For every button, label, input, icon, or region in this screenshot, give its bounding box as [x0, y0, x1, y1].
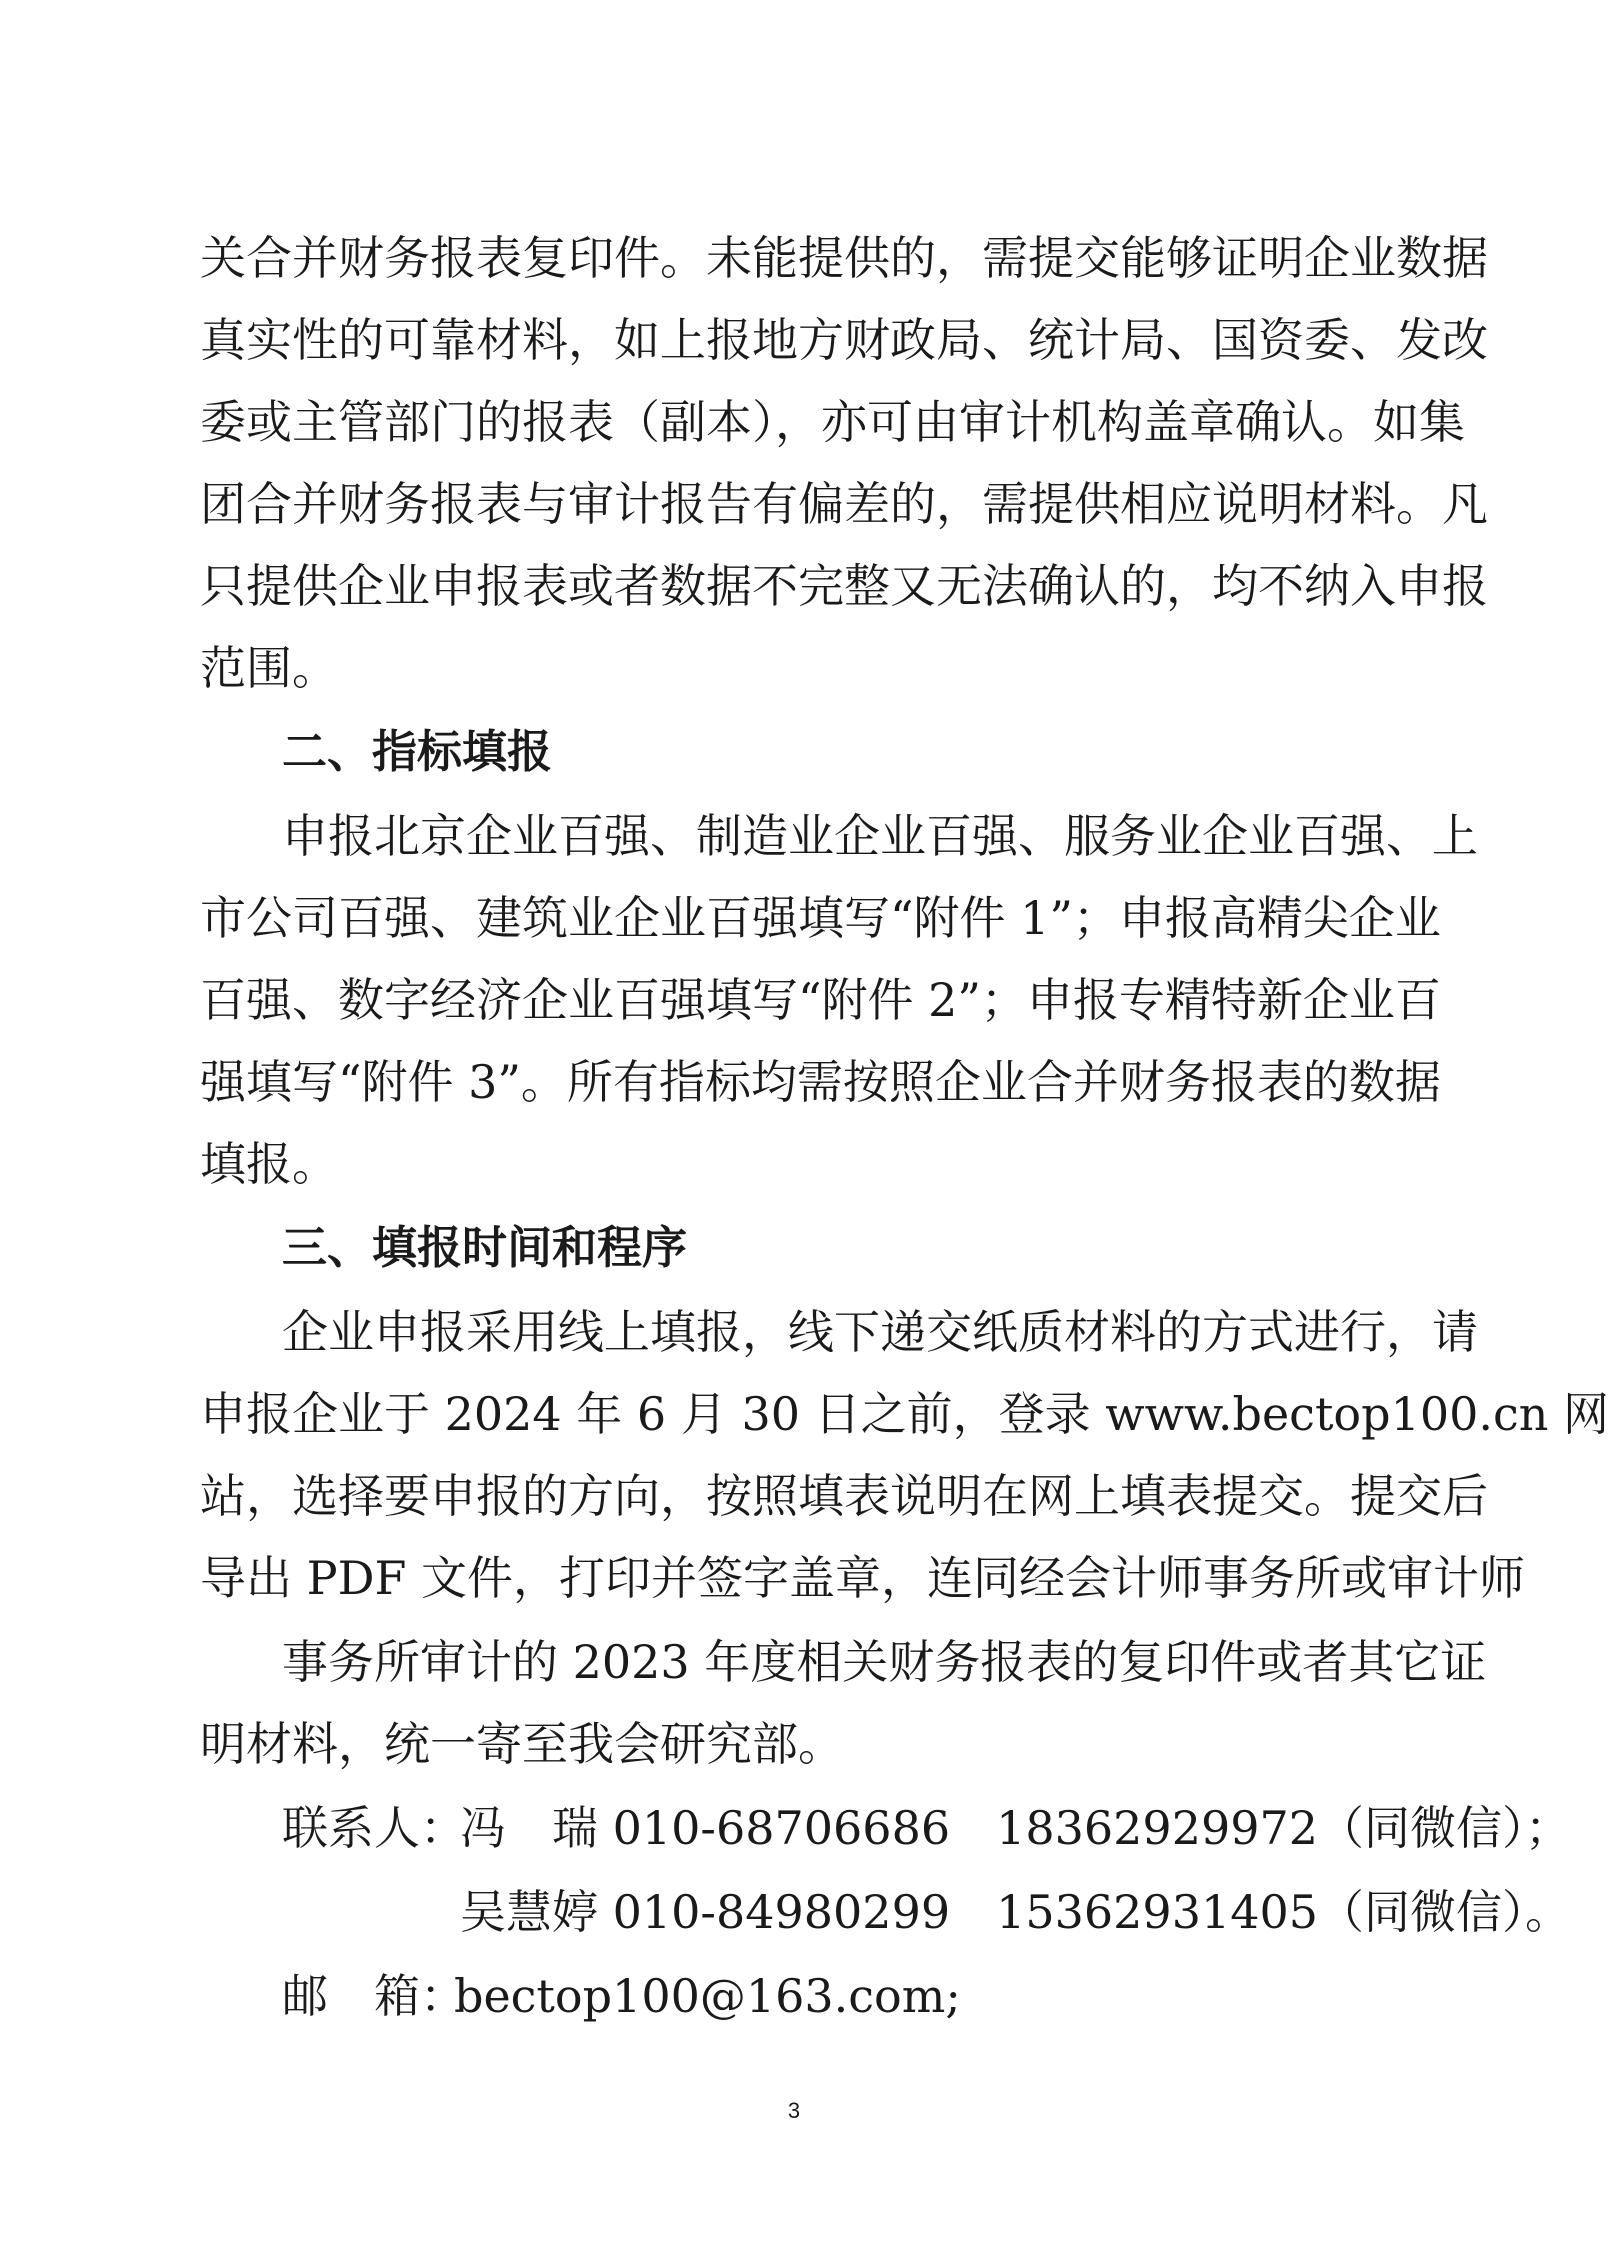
paragraph-line: 申报企业于 2024 年 6 月 30 日之前，登录 www.bectop100.cn 网 — [200, 1387, 1609, 1441]
section-heading: 二、指标填报 — [282, 725, 553, 778]
contact-label: 联系人： — [282, 1801, 466, 1855]
section-heading: 三、填报时间和程序 — [282, 1221, 688, 1274]
paragraph-line: 事务所审计的 2023 年度相关财务报表的复印件或者其它证 — [282, 1635, 1487, 1689]
paragraph-line: 填报。 — [200, 1137, 338, 1191]
paragraph-line: 企业申报采用线上填报，线下递交纸质材料的方式进行，请 — [282, 1305, 1478, 1359]
paragraph-line: 站，选择要申报的方向，按照填表说明在网上填表提交。提交后 — [200, 1469, 1488, 1523]
email-label: 邮 箱： — [282, 1969, 466, 2023]
paragraph-line: 强填写“附件 3”。所有指标均需按照企业合并财务报表的数据 — [200, 1055, 1441, 1109]
paragraph-line: 市公司百强、建筑业企业百强填写“附件 1”；申报高精尖企业 — [200, 891, 1441, 945]
paragraph-line: 申报北京企业百强、制造业企业百强、服务业企业百强、上 — [282, 809, 1478, 863]
paragraph-line: 关合并财务报表复印件。未能提供的，需提交能够证明企业数据 — [200, 231, 1488, 285]
paragraph-line: 真实性的可靠材料，如上报地方财政局、统计局、国资委、发改 — [200, 313, 1488, 367]
contact-person-2: 吴慧婷 010-84980299 15362931405（同微信）。 — [460, 1885, 1572, 1939]
email-address: bectop100@163.com; — [454, 1969, 961, 2023]
contact-person-1: 冯 瑞 010-68706686 18362929972（同微信）； — [460, 1801, 1572, 1855]
paragraph-line: 百强、数字经济企业百强填写“附件 2”；申报专精特新企业百 — [200, 973, 1441, 1027]
paragraph-line: 只提供企业申报表或者数据不完整又无法确认的，均不纳入申报 — [200, 559, 1488, 613]
page-number: 3 — [787, 2098, 801, 2123]
paragraph-line: 团合并财务报表与审计报告有偏差的，需提供相应说明材料。凡 — [200, 477, 1488, 531]
paragraph-line: 导出 PDF 文件，打印并签字盖章，连同经会计师事务所或审计师 — [200, 1551, 1525, 1605]
paragraph-line: 明材料，统一寄至我会研究部。 — [200, 1717, 844, 1771]
paragraph-line: 范围。 — [200, 641, 338, 695]
paragraph-line: 委或主管部门的报表（副本），亦可由审计机构盖章确认。如集 — [200, 395, 1465, 449]
